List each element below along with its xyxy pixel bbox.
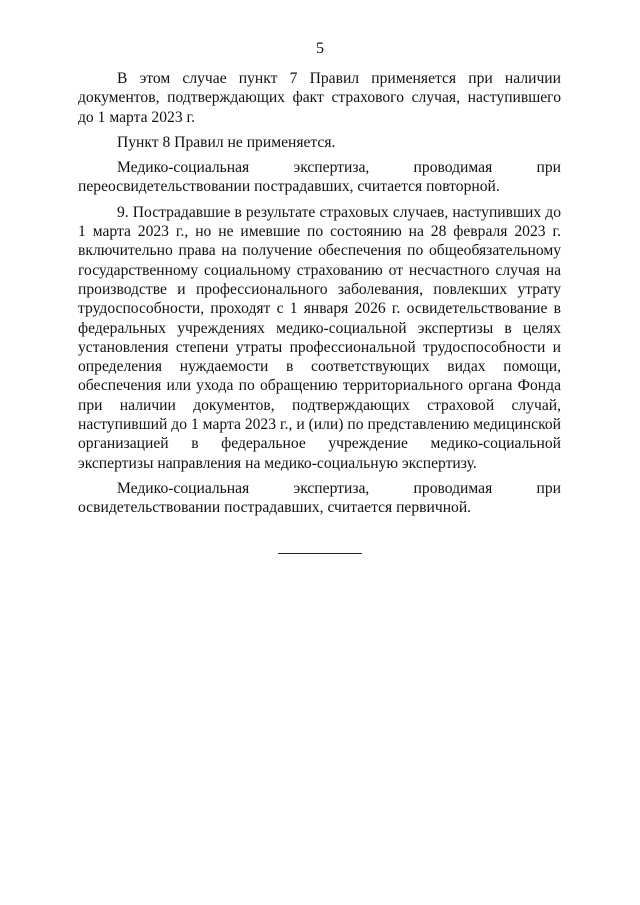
page-number: 5 xyxy=(316,40,324,57)
paragraph-rule7-applicability: В этом случае пункт 7 Правил применяется при наличии документов, подтверждающих факт страхового случая, наступившего до 1 марта 2023 г. xyxy=(78,70,561,126)
paragraph-rule8-not-applied: Пункт 8 Правил не применяется. xyxy=(117,133,336,151)
document-body xyxy=(78,69,561,518)
end-divider-line xyxy=(278,553,362,554)
paragraph-repeat-examination: Медико-социальная экспертиза, проводимая при переосвидетельствовании пострадавших, считается повторной. xyxy=(78,159,561,196)
paragraph-item-9: 9. Пострадавшие в результате страховых случаев, наступивших до 1 марта 2023 г., но не имевшие по состоянию на 28 февраля 2023 г. включительно права на получение обеспечения по общеобязательному государственному социальному страхованию от несчастного случая на производстве и профессионального заболевания, повлекших утрату трудоспособности, проходят с 1 января 2026 г. освидетельствование в федеральных учреждениях медико-социальной экспертизы в целях установления степени утраты профессиональной трудоспособности и определения нуждаемости в соответствующих видах помощи, обеспечения или ухода по обращению территориального органа Фонда при наличии документов, подтверждающих страховой случай, наступивший до 1 марта 2023 г., и (или) по представлению медицинской организацией в федеральное учреждение медико-социальной экспертизы направления на медико-социальную экспертизу. xyxy=(78,203,561,472)
paragraph-primary-examination: Медико-социальная экспертиза, проводимая при освидетельствовании пострадавших, считается первичной. xyxy=(78,479,561,517)
